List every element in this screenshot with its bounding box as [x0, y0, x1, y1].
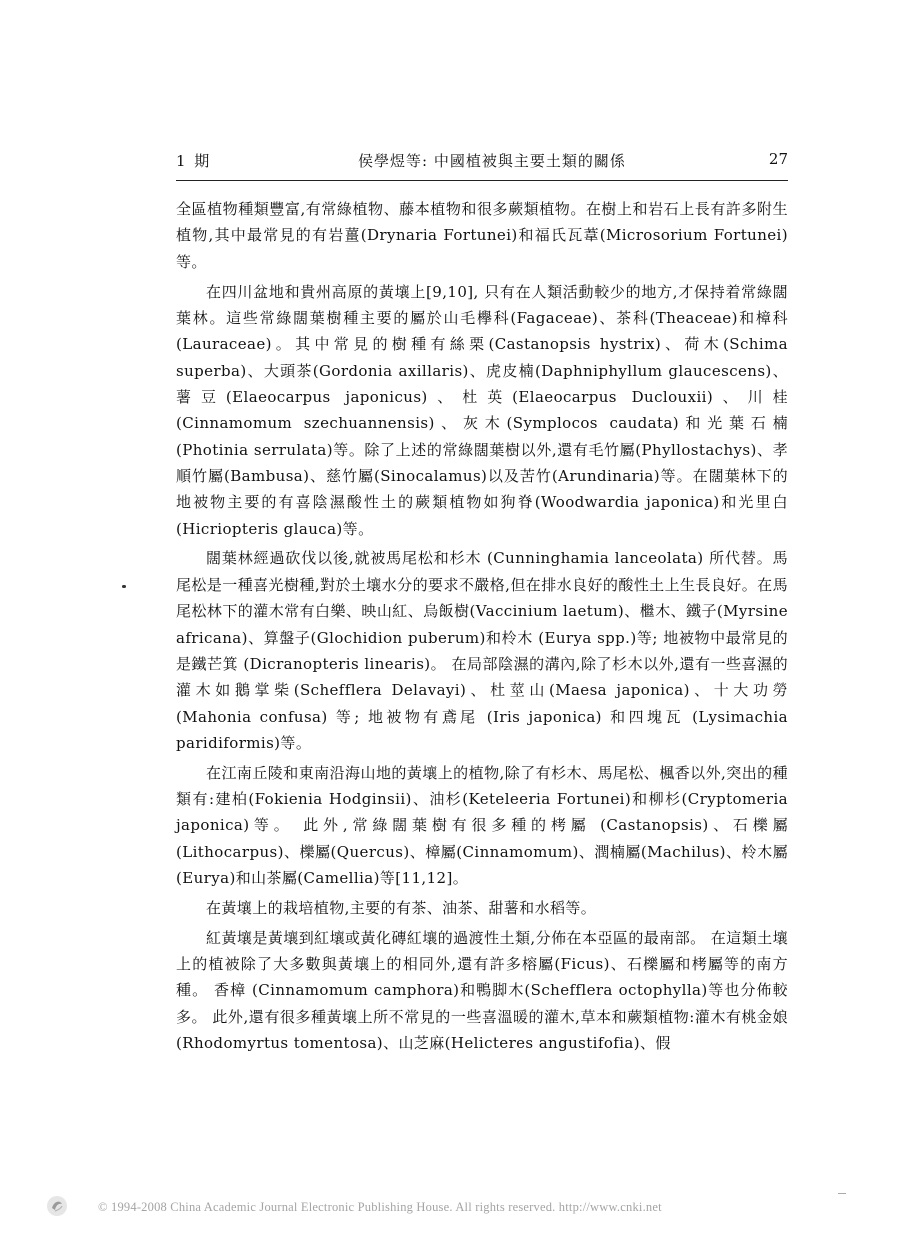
running-header — [176, 150, 788, 180]
issue-label: 1 期 — [176, 152, 212, 170]
copyright-footer — [46, 1195, 846, 1225]
header-divider — [176, 180, 788, 181]
paragraph-red-yellow-soil: 紅黃壤是黃壤到紅壤或黃化磚紅壤的過渡性土類,分佈在本亞區的最南部。 在這類土壤上的植被除了大多數與黃壤上的相同外,還有許多榕屬(Ficus)、石櫟屬和栲屬等的南方種。 香樟 (Cinnamomum camphora)和鴨脚木(Schefflera octophylla)等也分佈較多。 此外,還有很多種黃壤上所不常見的一些喜溫暖的灌木,草本和蕨類植物:灌木有桃金娘(Rhodomyrtus tomentosa)、山芝麻(Helicteres angustifofia)、假 — [176, 928, 788, 1053]
paragraph-cultivated: 在黃壤上的栽培植物,主要的有茶、油茶、甜薯和水稻等。 — [206, 898, 597, 917]
paragraph-continuation: 全區植物種類豐富,有常綠植物、藤本植物和很多蕨類植物。在樹上和岩石上長有許多附生植物,其中最常見的有岩薑(Drynaria Fortunei)和福氏瓦葦(Microsorium Fortunei)等。 — [176, 200, 788, 271]
scan-speck — [122, 585, 126, 588]
copyright-text: © 1994-2008 China Academic Journal Electronic Publishing House. All rights reserved. http://www.cnki.net — [98, 1200, 662, 1214]
margin-mark — [838, 1193, 846, 1194]
paragraph-jiangnan: 在江南丘陵和東南沿海山地的黃壤上的植物,除了有杉木、馬尾松、楓香以外,突出的種類有:建柏(Fokienia Hodginsii)、油杉(Keteleeria Fortunei)和柳杉(Cryptomeria japonica)等。 此外,常綠闊葉樹有很多種的栲屬 (Castanopsis)、石櫟屬(Lithocarpus)、櫟屬(Quercus)、樟屬(Cinnamomum)、潤楠屬(Machilus)、柃木屬(Eurya)和山茶屬(Camellia)等[11,12]。 — [176, 763, 788, 888]
paragraph-sichuan-guizhou: 在四川盆地和貴州高原的黃壤上[9,10], 只有在人類活動較少的地方,才保持着常綠闊葉林。這些常綠闊葉樹種主要的屬於山毛欅科(Fagaceae)、茶科(Theaceae)和樟科(Lauraceae)。其中常見的樹種有絲栗(Castanopsis hystrix)、荷木(Schima superba)、大頭茶(Gordonia axillaris)、虎皮楠(Daphniphyllum glaucescens)、薯豆(Elaeocarpus japonicus)、杜英(Elaeocarpus Duclouxii)、川桂(Cinnamomum szechuannensis)、灰木(Symplocos caudata)和光葉石楠(Photinia serrulata)等。除了上述的常綠闊葉樹以外,還有毛竹屬(Phyllostachys)、孝順竹屬(Bambusa)、慈竹屬(Sinocalamus)以及苦竹(Arundinaria)等。在闊葉林下的地被物主要的有喜陰濕酸性土的蕨類植物如狗脊(Woodwardia japonica)和光里白(Hicriopteris glauca)等。 — [176, 282, 788, 538]
paragraph-pine-fir: 闊葉林經過砍伐以後,就被馬尾松和杉木 (Cunninghamia lanceolata) 所代替。馬尾松是一種喜光樹種,對於土壤水分的要求不嚴格,但在排水良好的酸性土上生長良好。在馬尾松林下的灌木常有白樂、映山紅、烏飯樹(Vaccinium laetum)、檵木、鐵子(Myrsine africana)、算盤子(Glochidion puberum)和柃木 (Eurya spp.)等; 地被物中最常見的是鐵芒箕 (Dicranopteris linearis)。 在局部陰濕的溝內,除了杉木以外,還有一些喜濕的灌木如鵝掌柴(Schefflera Delavayi)、杜莖山(Maesa japonica)、十大功勞 (Mahonia confusa) 等; 地被物有鳶尾 (Iris japonica) 和四塊瓦 (Lysimachia paridiformis)等。 — [176, 549, 788, 752]
running-title: 侯學煜等: 中國植被與主要土類的關係 — [358, 152, 626, 170]
article-body — [176, 196, 788, 1060]
cnki-logo-icon — [46, 1195, 68, 1217]
page-number: 27 — [768, 150, 788, 168]
